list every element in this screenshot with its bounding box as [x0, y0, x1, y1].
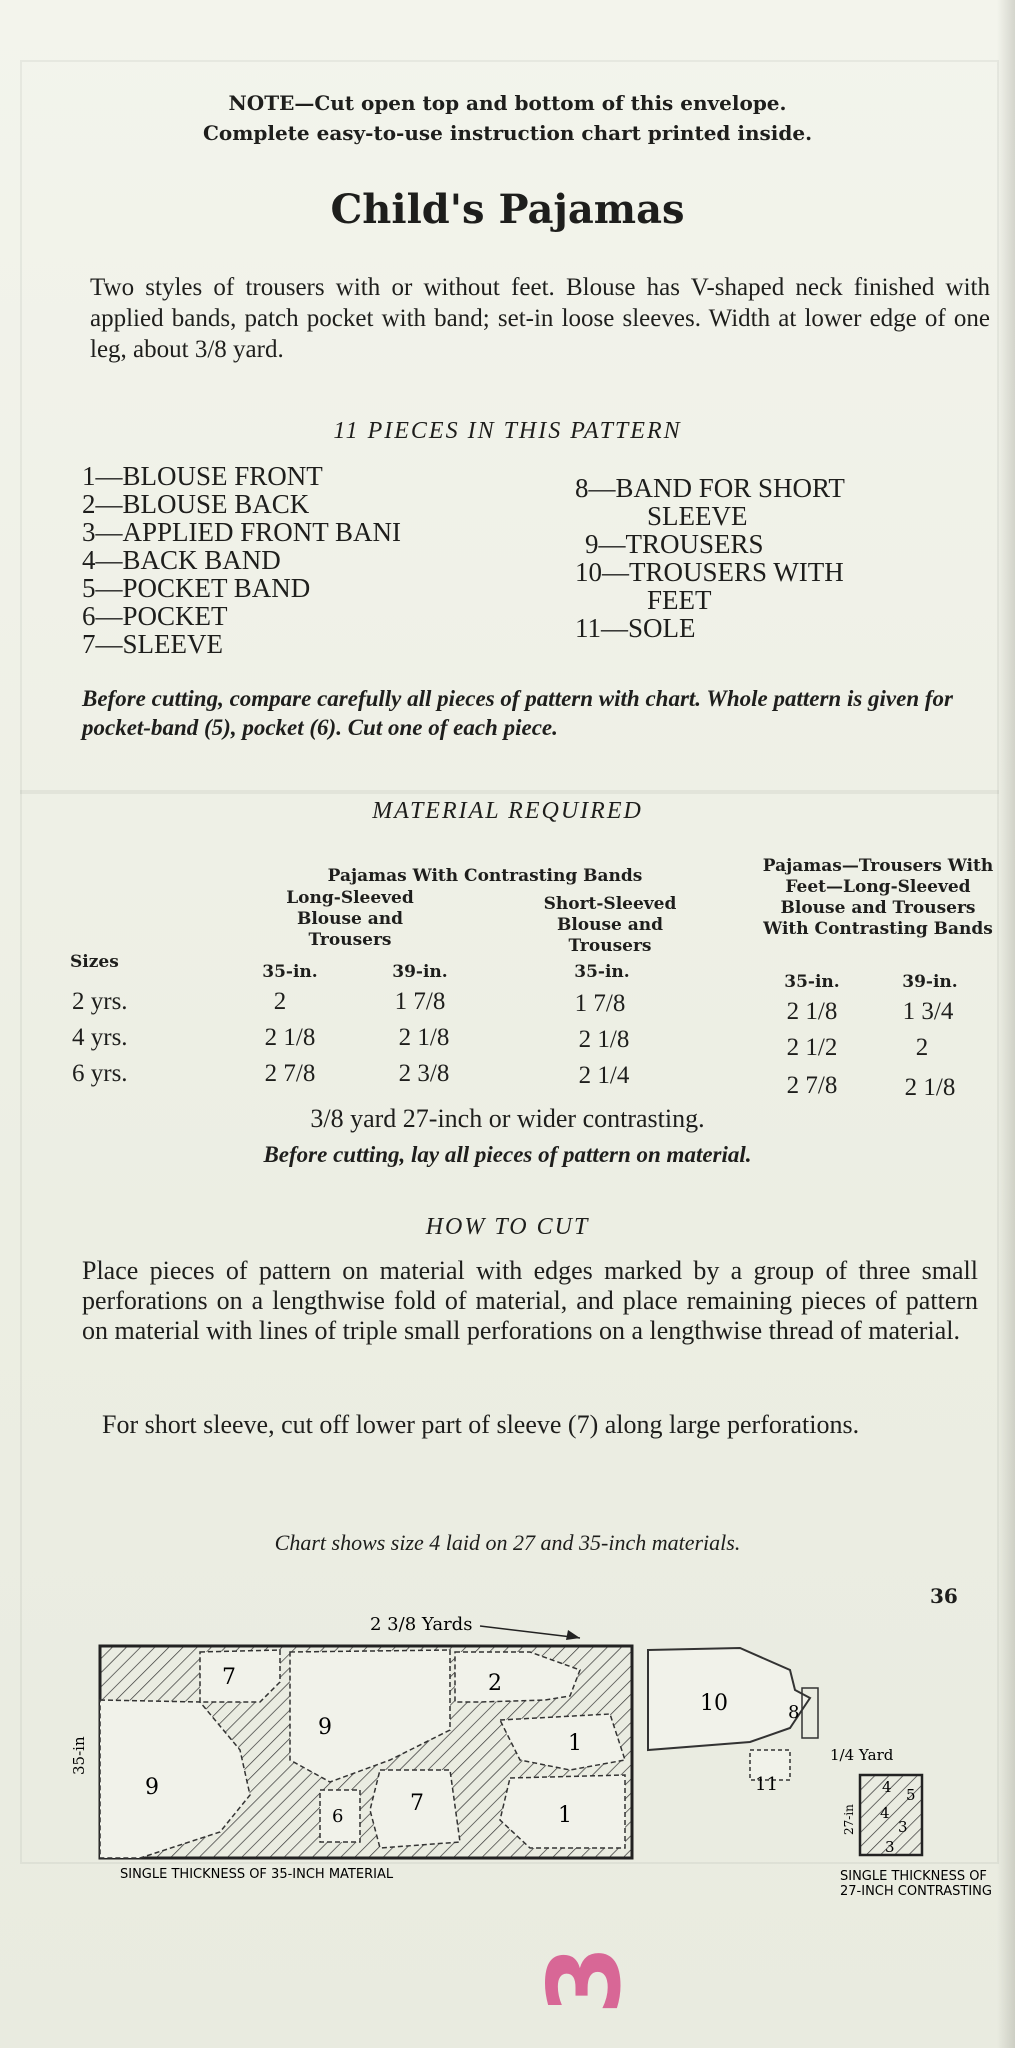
material-value: 2: [273, 988, 287, 1015]
material-value: 2 7/8: [264, 1060, 316, 1087]
material-value: 2: [915, 1034, 929, 1061]
width-small-label: 27-in: [842, 1804, 856, 1835]
small-fabric-label-1: SINGLE THICKNESS OF: [840, 1869, 987, 1884]
piece-number: 1: [558, 1803, 572, 1828]
cutting-layout-diagram: [50, 1610, 992, 1910]
piece-number: 9: [318, 1715, 332, 1740]
envelope-note: [0, 88, 1015, 148]
width-header: 35-in.: [262, 962, 318, 982]
width-header: 39-in.: [902, 972, 958, 992]
material-value: 2 1/8: [264, 1024, 316, 1051]
material-value: 2 1/8: [578, 1026, 630, 1053]
size-label: 6 yrs.: [72, 1060, 128, 1087]
piece-number: 4: [882, 1778, 892, 1796]
group2-header: Pajamas—Trousers With Feet—Long-Sleeved Blouse and Trousers With Contrasting Bands: [762, 856, 994, 939]
yards-small-label: 1/4 Yard: [830, 1746, 894, 1764]
material-value: 2 7/8: [786, 1072, 838, 1099]
piece-item: FEET: [647, 585, 712, 615]
piece-number: 9: [145, 1775, 159, 1800]
before-cutting-lay: Before cutting, lay all pieces of pattern on material.: [263, 1142, 752, 1167]
chart-caption: Chart shows size 4 laid on 27 and 35-inch materials.: [274, 1530, 741, 1555]
piece-10: [648, 1648, 810, 1750]
piece-item: 10—TROUSERS WITH: [575, 557, 844, 587]
width-header: 35-in.: [784, 972, 840, 992]
width-header: 35-in.: [574, 962, 630, 982]
piece-number: 1: [568, 1731, 582, 1756]
before-cutting-compare: Before cutting, compare carefully all pieces of pattern with chart. Whole pattern is given for pocket-band (5), pocket (6). Cut one of each piece.: [82, 686, 953, 740]
sizes-label: Sizes: [70, 952, 119, 972]
pieces-list-left: [82, 462, 401, 658]
pattern-description: Two styles of trousers with or without feet. Blouse has V-shaped neck finished with applied bands, patch pocket with band; set-in loose sleeves. Width at lower edge of one leg, about 3/8 yard.: [90, 274, 990, 363]
main-fabric-label: SINGLE THICKNESS OF 35-INCH MATERIAL: [120, 1867, 394, 1882]
width-main-label: 35-in: [70, 1736, 88, 1775]
piece-item: 9—TROUSERS: [585, 529, 764, 559]
how-to-cut-para-2: For short sleeve, cut off lower part of sleeve (7) along large perforations.: [102, 1410, 860, 1439]
piece-item: 6—POCKET: [82, 601, 228, 631]
note-line-1: NOTE—Cut open top and bottom of this envelope.: [228, 91, 787, 115]
material-value: 2 1/2: [786, 1034, 838, 1061]
piece-item: 11—SOLE: [575, 613, 696, 643]
material-heading: MATERIAL REQUIRED: [372, 798, 643, 824]
material-value: 2 3/8: [398, 1060, 450, 1087]
piece-number: 2: [488, 1671, 502, 1696]
group1a-header: Long-Sleeved Blouse and Trousers: [286, 888, 414, 950]
pieces-heading: 11 PIECES IN THIS PATTERN: [333, 418, 682, 444]
size-stamp: [525, 1930, 643, 2030]
material-value: 2 1/8: [398, 1024, 450, 1051]
material-value: 1 3/4: [902, 998, 954, 1025]
page-number: 36: [930, 1584, 958, 1608]
size-label: 4 yrs.: [72, 1024, 128, 1051]
material-value: 2 1/8: [904, 1074, 956, 1101]
how-to-cut-heading: HOW TO CUT: [425, 1214, 590, 1240]
piece-number: 6: [332, 1806, 344, 1827]
paper-edge-shadow: [997, 0, 1015, 2048]
material-value: 2 1/4: [578, 1062, 630, 1089]
piece-7-top: [200, 1650, 280, 1702]
yards-arrow: [480, 1626, 580, 1638]
width-header: 39-in.: [392, 962, 448, 982]
yards-main-label: 2 3/8 Yards: [370, 1614, 473, 1635]
piece-number: 3: [898, 1818, 908, 1836]
contrasting-note: 3/8 yard 27-inch or wider contrasting.: [310, 1104, 705, 1133]
piece-item: 2—BLOUSE BACK: [82, 489, 310, 519]
piece-number: 11: [755, 1774, 778, 1795]
piece-item: 8—BAND FOR SHORT: [575, 473, 845, 503]
stamp-digit: 3: [525, 1945, 643, 2015]
small-fabric-label-2: 27-INCH CONTRASTING: [840, 1884, 992, 1899]
size-label: 2 yrs.: [72, 988, 128, 1015]
note-line-2: Complete easy-to-use instruction chart printed inside.: [202, 121, 813, 145]
piece-item: 1—BLOUSE FRONT: [82, 461, 323, 491]
piece-number: 10: [700, 1691, 728, 1716]
piece-number: 7: [410, 1791, 424, 1816]
material-value: 1 7/8: [394, 988, 446, 1015]
material-value: 1 7/8: [574, 990, 626, 1017]
pattern-title: Child's Pajamas: [330, 186, 685, 233]
piece-number: 4: [880, 1804, 890, 1822]
piece-number: 5: [906, 1786, 916, 1804]
piece-number: 8: [788, 1702, 800, 1723]
pieces-list-right: [575, 474, 845, 642]
piece-item: 5—POCKET BAND: [82, 573, 311, 603]
group1b-header: Short-Sleeved Blouse and Trousers: [543, 894, 677, 956]
group1-title: Pajamas With Contrasting Bands: [327, 866, 643, 886]
material-value: 2 1/8: [786, 998, 838, 1025]
how-to-cut-para-1: Place pieces of pattern on material with edges marked by a group of three small perforations on a lengthwise fold of material, and place remaining pieces of pattern on material with lines of triple small perforations on a lengthwise thread of material.: [82, 1256, 978, 1345]
piece-item: 7—SLEEVE: [82, 629, 223, 659]
piece-item: SLEEVE: [647, 501, 748, 531]
piece-number: 3: [885, 1838, 895, 1856]
piece-item: 4—BACK BAND: [82, 545, 281, 575]
piece-item: 3—APPLIED FRONT BANI: [82, 517, 402, 547]
piece-number: 7: [222, 1665, 236, 1690]
